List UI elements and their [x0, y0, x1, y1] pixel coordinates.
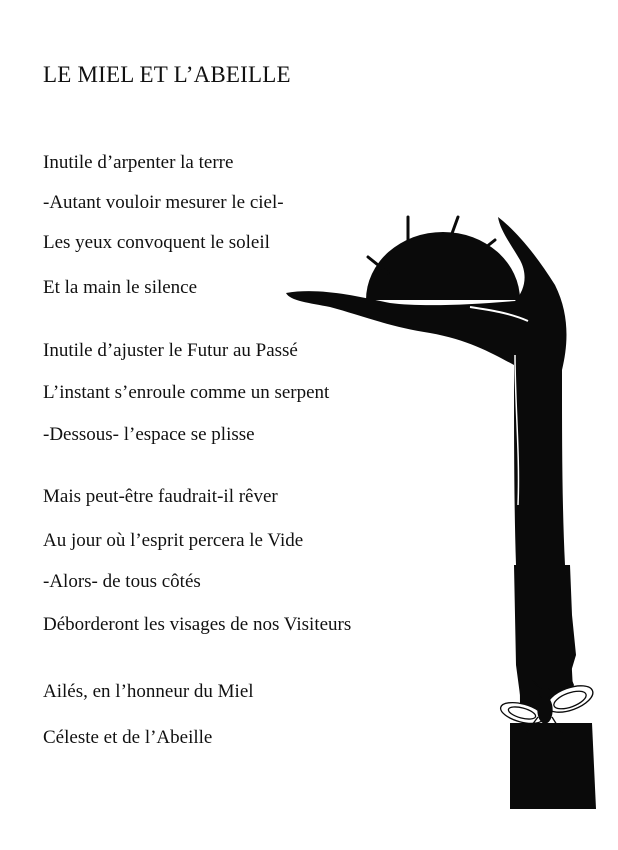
- poem-line: -Dessous- l’espace se plisse: [43, 424, 255, 445]
- poem-title: LE MIEL ET L’ABEILLE: [43, 62, 291, 87]
- poem-line: L’instant s’enroule comme un serpent: [43, 382, 330, 403]
- poem-line: Les yeux convoquent le soleil: [43, 232, 270, 253]
- sun-icon: [366, 232, 520, 300]
- poem-line: Au jour où l’esprit percera le Vide: [43, 530, 304, 551]
- hand-sun-bee-illustration: [270, 205, 618, 815]
- poem-line: Mais peut-être faudrait-il rêver: [43, 486, 278, 507]
- poem-line: -Autant vouloir mesurer le ciel-: [43, 192, 284, 213]
- poem-line: Et la main le silence: [43, 277, 198, 298]
- poem-line: Céleste et de l’Abeille: [43, 727, 213, 748]
- poem-line: Inutile d’ajuster le Futur au Passé: [43, 340, 298, 361]
- poem-line: Ailés, en l’honneur du Miel: [43, 681, 254, 702]
- poem-line: Inutile d’arpenter la terre: [43, 152, 234, 173]
- poem-line: Déborderont les visages de nos Visiteurs: [43, 614, 352, 635]
- poem-line: -Alors- de tous côtés: [43, 571, 201, 592]
